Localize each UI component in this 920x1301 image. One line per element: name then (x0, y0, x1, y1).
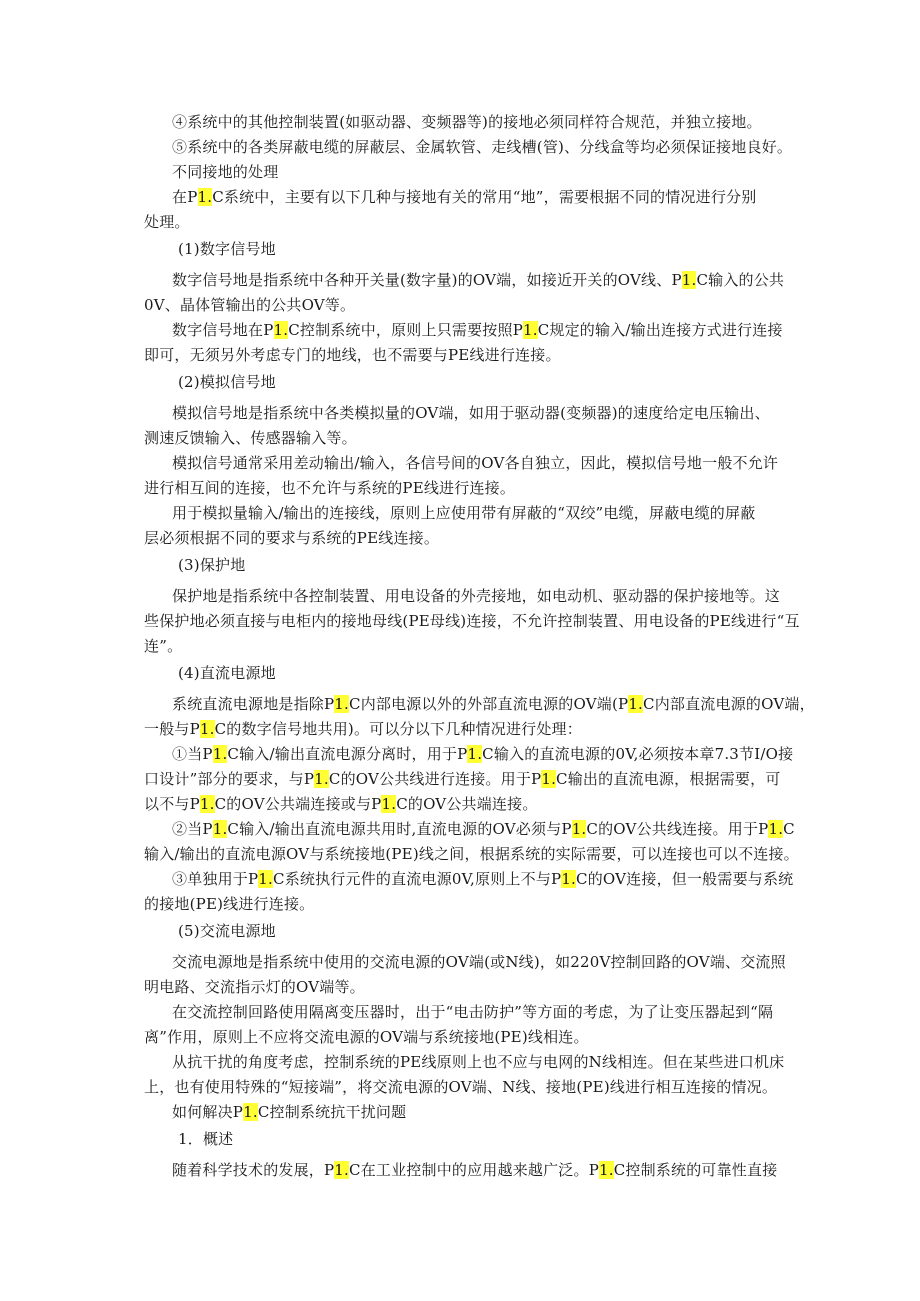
subsection-heading: (3)保护地 (178, 556, 246, 574)
text-line: 在P1.C系统中，主要有以下几种与接地有关的常用“地”，需要根据不同的情况进行分别 (172, 188, 757, 206)
text-line: 离”作用，原则上不应将交流电源的OV端与系统接地(PE)线相连。 (144, 1028, 589, 1046)
text-line: ⑤系统中的各类屏蔽电缆的屏蔽层、金属软管、走线槽(管)、分线盒等均必须保证接地良好。 (172, 138, 793, 156)
subsection-heading: 1．概述 (178, 1130, 234, 1148)
text-line: 0V、晶体管输出的公共OV等。 (144, 296, 356, 314)
text-line: 保护地是指系统中各控制装置、用电设备的外壳接地，如电动机、驱动器的保护接地等。这 (172, 587, 781, 605)
text-line: 模拟信号通常采用差动输出/输入，各信号间的OV各自独立，因此，模拟信号地一般不允许 (172, 454, 779, 472)
text-line: 系统直流电源地是指除P1.C内部电源以外的外部直流电源的OV端(P1.C内部直流电源的OV端， (172, 695, 815, 713)
text-line: 模拟信号地是指系统中各类模拟量的OV端，如用于驱动器(变频器)的速度给定电压输出、 (172, 404, 770, 422)
subsection-heading: (5)交流电源地 (178, 922, 276, 940)
highlight-mark: 1. (212, 745, 228, 763)
subsection-heading: (2)模拟信号地 (178, 373, 276, 391)
subsection-heading: (1)数字信号地 (178, 240, 276, 258)
highlight-mark: 1. (199, 795, 215, 813)
highlight-mark: 1. (212, 820, 228, 838)
text-line: 以不与P1.C的OV公共端连接或与P1.C的OV公共端连接。 (144, 795, 538, 813)
text-line: 即可，无须另外考虑专门的地线，也不需要与PE线进行连接。 (144, 346, 561, 364)
section-heading: 不同接地的处理 (172, 163, 279, 181)
section-heading: 如何解决P1.C控制系统抗干扰问题 (172, 1103, 407, 1121)
highlight-mark: 1. (258, 870, 274, 888)
highlight-mark: 1. (381, 795, 397, 813)
highlight-mark: 1. (628, 695, 644, 713)
text-line: 明电路、交流指示灯的OV端等。 (144, 978, 365, 996)
text-line: 输入/输出的直流电源OV与系统接地(PE)线之间，根据系统的实际需要，可以连接也可以不连接。 (144, 845, 799, 863)
text-line: 进行相互间的连接，也不允许与系统的PE线进行连接。 (144, 479, 516, 497)
highlight-mark: 1. (681, 271, 697, 289)
text-line: 处理。 (144, 213, 190, 231)
text-line: ④系统中的其他控制装置(如驱动器、变频器等)的接地必须同样符合规范，并独立接地。 (172, 113, 762, 131)
highlight-mark: 1. (768, 820, 784, 838)
text-line: ②当P1.C输入/输出直流电源共用时,直流电源的OV必须与P1.C的OV公共线连接。用于P1.C (172, 820, 795, 838)
text-line: 在交流控制回路使用隔离变压器时，出于“电击防护”等方面的考虑，为了让变压器起到“隔 (172, 1003, 774, 1021)
text-line: 用于模拟量输入/输出的连接线，原则上应使用带有屏蔽的“双绞”电缆，屏蔽电缆的屏蔽 (172, 504, 756, 522)
highlight-mark: 1. (314, 770, 329, 788)
highlight-mark: 1. (467, 745, 483, 763)
highlight-mark: 1. (599, 1161, 614, 1179)
text-line: 口设计”部分的要求，与P1.C的OV公共线进行连接。用于P1.C输出的直流电源，根据需要，可 (144, 770, 781, 788)
text-line: 上，也有使用特殊的“短接端”，将交流电源的OV端、N线、接地(PE)线进行相互连接的情况。 (144, 1078, 778, 1096)
highlight-mark: 1. (561, 870, 577, 888)
text-line: 测速反馈输入、传感器输入等。 (144, 429, 357, 447)
highlight-mark: 1. (334, 695, 350, 713)
highlight-mark: 1. (273, 321, 289, 339)
text-line: 数字信号地在P1.C控制系统中，原则上只需要按照P1.C规定的输入/输出连接方式进行连接 (172, 321, 783, 339)
text-line: 数字信号地是指系统中各种开关量(数字量)的OV端，如接近开关的OV线、P1.C输入的公共 (172, 271, 785, 289)
text-line: ①当P1.C输入/输出直流电源分离时，用于P1.C输入的直流电源的0V,必须按本章7.3节I/O接 (172, 745, 794, 763)
highlight-mark: 1. (197, 188, 213, 206)
text-line: 连”。 (144, 637, 183, 655)
text-line: 的接地(PE)线进行连接。 (144, 895, 315, 913)
highlight-mark: 1. (541, 770, 557, 788)
text-line: 一般与P1.C的数字信号地共用)。可以分以下几种情况进行处理： (144, 720, 582, 738)
highlight-mark: 1. (523, 321, 538, 339)
text-line: ③单独用于P1.C系统执行元件的直流电源0V,原则上不与P1.C的OV连接，但一般需要与系统 (172, 870, 794, 888)
text-line: 层必须根据不同的要求与系统的PE线连接。 (144, 529, 440, 547)
text-line: 从抗干扰的角度考虑，控制系统的PE线原则上也不应与电网的N线相连。但在某些进口机床 (172, 1053, 785, 1071)
subsection-heading: (4)直流电源地 (178, 664, 276, 682)
highlight-mark: 1. (334, 1161, 350, 1179)
text-line: 些保护地必须直接与电柜内的接地母线(PE母线)连接，不允许控制装置、用电设备的PE线进行“互 (144, 612, 800, 630)
text-line: 交流电源地是指系统中使用的交流电源的OV端(或N线)，如220V控制回路的OV端、交流照 (172, 953, 786, 971)
highlight-mark: 1. (199, 720, 215, 738)
highlight-mark: 1. (571, 820, 587, 838)
highlight-mark: 1. (243, 1103, 258, 1121)
text-line: 随着科学技术的发展，P1.C在工业控制中的应用越来越广泛。P1.C控制系统的可靠性直接 (172, 1161, 778, 1179)
